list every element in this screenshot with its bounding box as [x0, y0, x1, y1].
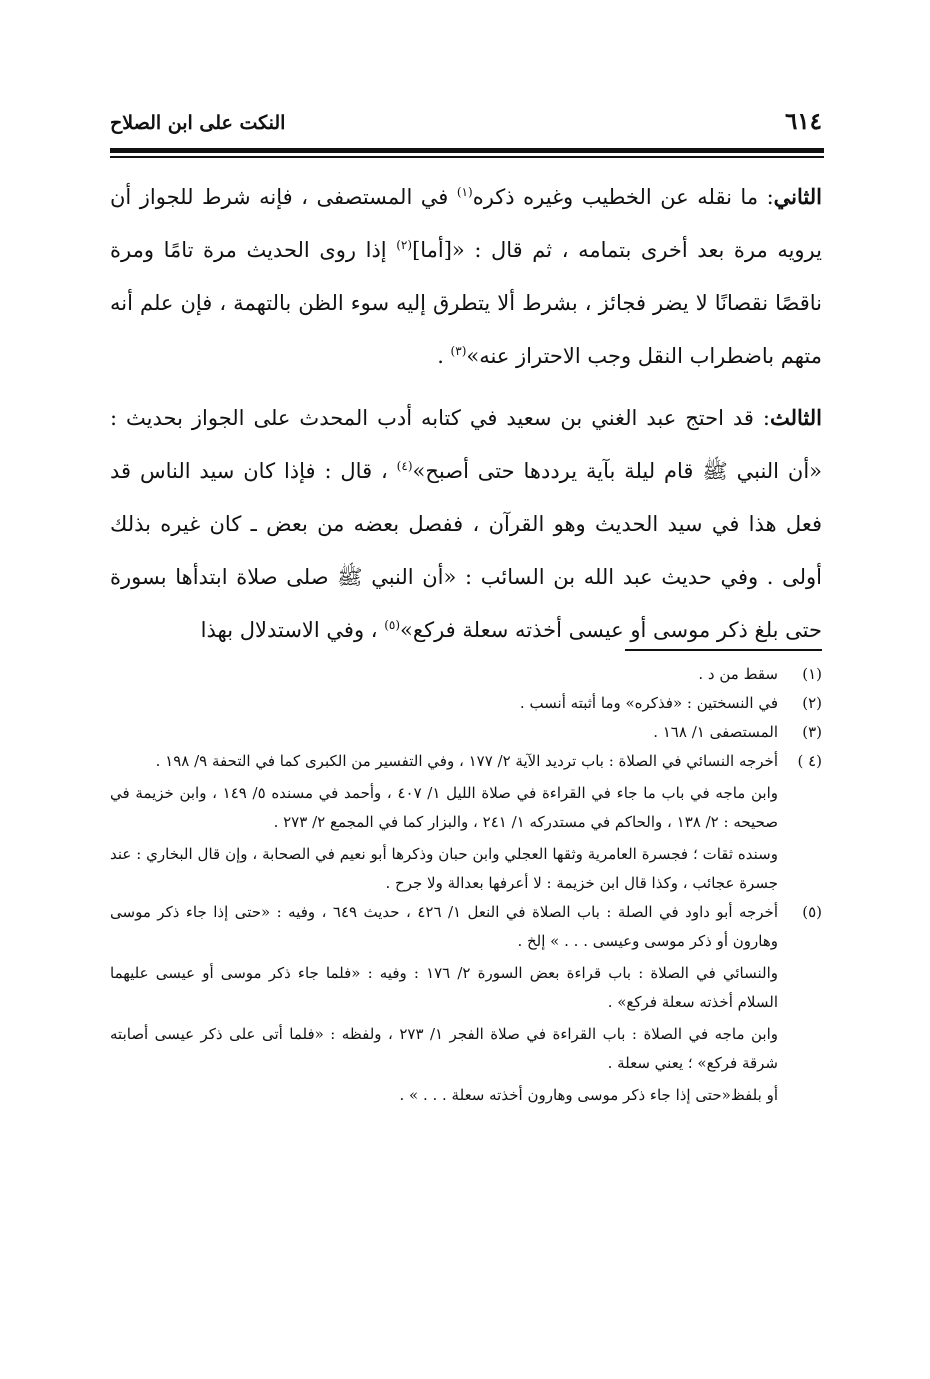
footnote-ref: (٥) — [384, 618, 401, 632]
header-rule-thick — [110, 148, 824, 153]
footnote-5 — [110, 898, 822, 1110]
paragraph-third — [110, 391, 822, 657]
page-number: ٦١٤ — [784, 108, 822, 135]
page-header — [110, 108, 822, 144]
running-title: النكت على ابن الصلاح — [110, 112, 286, 134]
footnote-2 — [110, 689, 822, 718]
footnote-number: (١) — [802, 665, 822, 683]
paragraph-lead: الثاني — [773, 184, 822, 209]
footnote-number: (٤ ) — [797, 752, 822, 770]
footnote-text: وابن ماجه في باب ما جاء في القراءة في صلاة الليل ١/ ٤٠٧ ، وأحمد في مسنده ٥/ ١٤٩ ، وابن خزيمة في صحيحه : ٢/ ١٣٨ ، والحاكم في مستدركه ١/ ٢٤١ ، والبزار كما في المجمع ٢/ ٢٧٣ . — [110, 784, 778, 831]
footnote-separator — [625, 649, 822, 651]
paragraph-text: ، قال : فإذا كان سيد الناس قد فعل هذا في سيد الحديث وهو القرآن ، ففصل بعضه من بعض ـ كان غيره بذلك أولى . وفي حديث عبد الله بن السائب : «أن النبي ﷺ صلى صلاة ابتدأها بسورة حتى بلغ ذكر موسى أو عيسى أخذته سعلة فركع» — [110, 459, 822, 642]
footnote-text: سقط من د . — [698, 665, 778, 683]
footnote-number: (٢) — [802, 694, 822, 712]
main-text — [110, 170, 822, 665]
footnote-ref: (٤) — [396, 459, 413, 473]
paragraph-text: في المستصفى ، فإنه شرط للجواز أن يرويه مرة بعد أخرى بتمامه ، ثم قال : «[أما] — [110, 185, 822, 262]
footnote-text: المستصفى ١/ ١٦٨ . — [653, 723, 778, 741]
paragraph-lead: الثالث — [770, 405, 822, 430]
footnote-number: (٥) — [802, 903, 822, 921]
footnote-1 — [110, 660, 822, 689]
footnote-ref: (٣) — [450, 344, 467, 358]
footnote-text: في النسختين : «فذكره» وما أثبته أنسب . — [519, 694, 778, 712]
paragraph-text: . — [437, 344, 451, 368]
paragraph-text: : قد احتج عبد الغني بن سعيد في كتابه أدب المحدث على الجواز بحديث : «أن النبي ﷺ قام ليلة بآية يرددها حتى أصبح» — [110, 406, 823, 483]
footnote-number: (٣) — [802, 723, 822, 741]
footnote-text: أو بلفظ«حتى إذا جاء ذكر موسى وهارون أخذته سعلة . . . » . — [399, 1086, 778, 1104]
footnote-text: أخرجه أبو داود في الصلة : باب الصلاة في النعل ١/ ٤٢٦ ، حديث ٦٤٩ ، وفيه : «حتى إذا جاء ذكر موسى وهارون أو ذكر موسى وعيسى . . . » إلخ . — [110, 903, 778, 950]
footnote-4 — [110, 747, 822, 898]
footnote-ref: (١) — [456, 185, 473, 199]
footnote-text: وابن ماجه في الصلاة : باب القراءة في صلاة الفجر ١/ ٢٧٣ ، ولفظه : «فلما أتى على ذكر عيسى أصابته شرقة فركع» ؛ يعني سعلة . — [110, 1025, 778, 1072]
header-rule-thin — [110, 156, 824, 158]
footnote-ref: (٢) — [396, 238, 413, 252]
paragraph-text: إذا روى الحديث مرة تامًا ومرة ناقصًا نقصانًا لا يضر فجائز ، بشرط ألا يتطرق إليه سوء الظن بالتهمة ، فإن علم أنه متهم باضطراب النقل وجب الاحتراز عنه» — [110, 238, 822, 368]
footnote-text: أخرجه النسائي في الصلاة : باب ترديد الآية ٢/ ١٧٧ ، وفي التفسير من الكبرى كما في التحفة ٩/ ١٩٨ . — [155, 752, 778, 770]
footnote-3 — [110, 718, 822, 747]
paragraph-text: : ما نقله عن الخطيب وغيره ذكره — [472, 185, 774, 209]
footnote-text: وسنده ثقات ؛ فجسرة العامرية وثقها العجلي وابن حبان وذكرها أبو نعيم في الصحابة ، وإن قال البخاري : عند جسرة عجائب ، وكذا قال ابن خزيمة : لا أعرفها بعدالة ولا جرح . — [110, 845, 778, 892]
paragraph-text: ، وفي الاستدلال بهذا — [200, 618, 385, 642]
paragraph-second — [110, 170, 822, 383]
footnote-text: والنسائي في الصلاة : باب قراءة بعض السورة ٢/ ١٧٦ : وفيه : «فلما جاء ذكر موسى أو عيسى عليهما السلام أخذته سعلة فركع» . — [110, 964, 779, 1011]
footnotes — [110, 660, 822, 1110]
